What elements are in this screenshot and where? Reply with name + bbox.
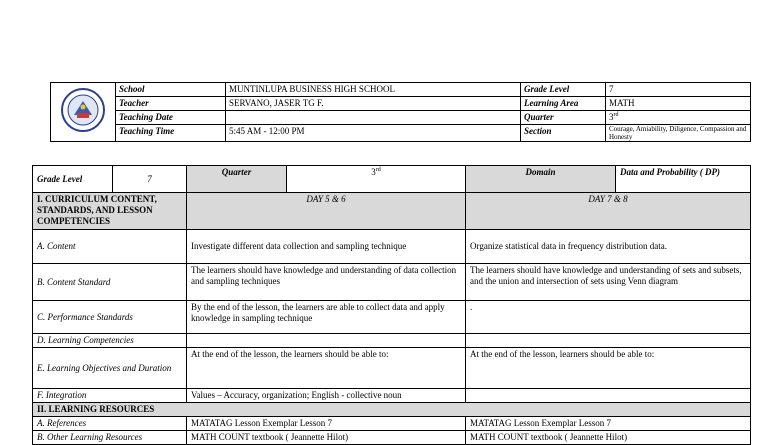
grade-level-value-main: 7 (113, 166, 187, 193)
teaching-date-label: Teaching Date (116, 111, 226, 125)
section2-title: II. LEARNING RESOURCES (33, 403, 751, 417)
header-table (50, 82, 751, 142)
row-d2-learning-competencies (466, 334, 751, 348)
row-d2-integration (466, 389, 751, 403)
quarter-label-main: Quarter (187, 166, 287, 193)
grade-level-label-main: Grade Level (33, 166, 113, 193)
domain-value: Data and Probability ( DP) (616, 166, 751, 193)
quarter-value-main: 3rd (287, 166, 466, 193)
learning-area-label: Learning Area (521, 97, 606, 111)
learning-area-value: MATH (606, 97, 751, 111)
teacher-label: Teacher (116, 97, 226, 111)
row-d1-content: Investigate different data collection and sampling technique (187, 230, 466, 264)
section-label: Section (521, 125, 606, 142)
section-value: Courage, Amiability, Diligence, Compassion and Honesty (606, 125, 751, 142)
teaching-time-value: 5:45 AM - 12:00 PM (226, 125, 521, 142)
row-d2-other-resources: MATH COUNT textbook ( Jeannette Hilot) (466, 431, 751, 445)
row-label-integration: F. Integration (33, 389, 187, 403)
row-label-content: A. Content (33, 230, 187, 264)
day-header-2: DAY 7 & 8 (466, 193, 751, 230)
day-header-1: DAY 5 & 6 (187, 193, 466, 230)
row-label-other-resources: B. Other Learning Resources (33, 431, 187, 445)
row-label-performance-standards: C. Performance Standards (33, 301, 187, 334)
school-label: School (116, 83, 226, 97)
row-d1-references: MATATAG Lesson Exemplar Lesson 7 (187, 417, 466, 431)
row-d2-references: MATATAG Lesson Exemplar Lesson 7 (466, 417, 751, 431)
quarter-value: 3rd (606, 111, 751, 125)
row-d2-content-standard: The learners should have knowledge and understanding of sets and subsets, and the union and intersection of sets using Venn diagram (466, 264, 751, 301)
row-d1-learning-objectives: At the end of the lesson, the learners should be able to: (187, 348, 466, 389)
row-d1-performance-standards: By the end of the lesson, the learners are able to collect data and apply knowledge in sampling technique (187, 301, 466, 334)
row-label-content-standard: B. Content Standard (33, 264, 187, 301)
quarter-label: Quarter (521, 111, 606, 125)
grade-level-label: Grade Level (521, 83, 606, 97)
row-d2-learning-objectives: At the end of the lesson, learners should be able to: (466, 348, 751, 389)
row-d2-performance-standards: . (466, 301, 751, 334)
lesson-table (32, 165, 751, 445)
deped-seal-icon (60, 87, 106, 133)
teacher-value: SERVANO, JASER TG F. (226, 97, 521, 111)
domain-label: Domain (466, 166, 616, 193)
deped-logo-cell (51, 83, 116, 142)
row-d2-content: Organize statistical data in frequency distribution data. (466, 230, 751, 264)
teaching-time-label: Teaching Time (116, 125, 226, 142)
teaching-date-value (226, 111, 521, 125)
section1-title: I. CURRICULUM CONTENT, STANDARDS, AND LESSON COMPETENCIES (33, 193, 187, 230)
grade-level-value: 7 (606, 83, 751, 97)
row-d1-other-resources: MATH COUNT textbook ( Jeannette Hilot) (187, 431, 466, 445)
row-d1-content-standard: The learners should have knowledge and understanding of data collection and sampling techniques (187, 264, 466, 301)
row-label-references: A. References (33, 417, 187, 431)
school-value: MUNTINLUPA BUSINESS HIGH SCHOOL (226, 83, 521, 97)
row-label-learning-competencies: D. Learning Competencies (33, 334, 187, 348)
row-d1-learning-competencies (187, 334, 466, 348)
row-d1-integration: Values – Accuracy, organization; English - collective noun (187, 389, 466, 403)
row-label-learning-objectives: E. Learning Objectives and Duration (33, 348, 187, 389)
